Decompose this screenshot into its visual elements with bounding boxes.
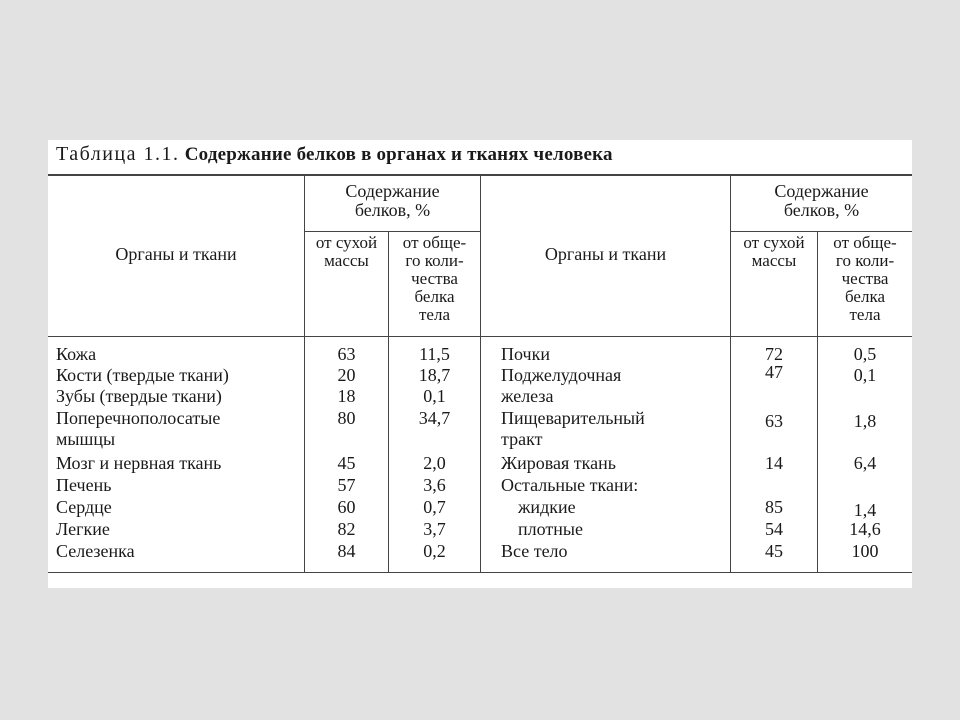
row-total: 1,8	[853, 411, 877, 431]
header-dry-mass-left	[305, 234, 388, 270]
row-dry: 82	[337, 519, 356, 539]
header-total-line1: от обще-	[402, 233, 467, 252]
row-dry: 72	[765, 344, 783, 364]
row-name: Кости (твердые ткани)	[56, 365, 229, 385]
row-name: Селезенка	[56, 541, 135, 561]
header-dry-mass-right	[731, 234, 817, 270]
row-total: 3,6	[423, 475, 446, 495]
table-title: Содержание белков в органах и тканях человека	[184, 144, 613, 165]
header-total-line3: чества	[841, 269, 889, 288]
row-dry: 45	[765, 541, 783, 561]
document-page	[48, 140, 912, 588]
row-name: Остальные ткани:	[501, 475, 639, 495]
row-total: 6,4	[853, 453, 877, 473]
row-name: Легкие	[56, 519, 110, 539]
row-total: 14,6	[849, 519, 881, 539]
header-protein-line2: белков, %	[783, 200, 860, 220]
header-dry-line1: от сухой	[315, 233, 378, 252]
row-total: 0,1	[423, 386, 446, 406]
header-protein-line1: Содержание	[345, 181, 440, 201]
row-name-indented: жидкие	[518, 497, 576, 517]
row-total: 1,4	[853, 500, 877, 520]
row-name: Печень	[56, 475, 112, 495]
row-name: Сердце	[56, 497, 112, 517]
row-dry: 14	[765, 453, 783, 473]
header-dry-line1: от сухой	[743, 233, 805, 252]
rule-subheader-left	[305, 231, 480, 232]
row-total: 2,0	[423, 453, 446, 473]
row-total: 34,7	[418, 408, 451, 428]
row-total: 3,7	[423, 519, 446, 539]
header-total-line5: тела	[418, 305, 450, 324]
rule-v3	[480, 175, 481, 572]
row-name: Почки	[501, 344, 550, 364]
header-organs-left: Органы и ткани	[115, 244, 237, 264]
header-total-line2: го коли-	[405, 251, 464, 270]
row-name: Поперечнополосатые	[56, 408, 221, 428]
row-total: 0,2	[423, 541, 446, 561]
row-dry: 63	[765, 411, 783, 431]
header-protein-content-left	[305, 182, 480, 220]
row-name: Мозг и нервная ткань	[56, 453, 222, 473]
header-total-line1: от обще-	[833, 233, 897, 252]
row-dry: 85	[765, 497, 783, 517]
row-dry: 45	[337, 453, 356, 473]
header-total-line4: белка	[414, 287, 455, 306]
row-name: Жировая ткань	[501, 453, 616, 473]
header-total-left	[389, 234, 480, 324]
row-dry: 20	[337, 365, 356, 385]
row-name-cont: тракт	[501, 429, 543, 449]
header-total-line2: го коли-	[835, 251, 895, 270]
row-dry: 80	[337, 408, 356, 428]
row-dry: 84	[337, 541, 356, 561]
row-total: 0,1	[853, 365, 877, 385]
header-protein-line2: белков, %	[354, 200, 431, 220]
row-total: 100	[851, 541, 879, 561]
rule-bottom	[48, 572, 912, 573]
table-caption	[56, 143, 613, 166]
header-dry-line2: массы	[324, 251, 369, 270]
header-total-line5: тела	[849, 305, 881, 324]
row-dry: 63	[337, 344, 356, 364]
header-organs-right: Органы и ткани	[544, 244, 667, 264]
row-name-cont: мышцы	[56, 429, 116, 449]
header-total-right	[818, 234, 912, 324]
row-total: 0,5	[853, 344, 877, 364]
row-dry: 54	[765, 519, 783, 539]
header-protein-content-right	[731, 182, 912, 220]
row-dry: 47	[765, 362, 783, 382]
row-dry: 57	[337, 475, 356, 495]
row-dry: 60	[337, 497, 356, 517]
rule-subheader-right	[731, 231, 912, 232]
row-total: 18,7	[418, 365, 451, 385]
row-name: Поджелудочная	[501, 365, 622, 385]
row-name: Кожа	[56, 344, 97, 364]
row-name: Зубы (твердые ткани)	[56, 386, 222, 406]
header-protein-line1: Содержание	[774, 181, 869, 201]
row-name-indented: плотные	[518, 519, 583, 539]
row-name: Пищеварительный	[501, 408, 645, 428]
row-total: 11,5	[419, 344, 450, 364]
table-number: Таблица 1.1.	[56, 143, 180, 165]
row-total: 0,7	[423, 497, 446, 517]
header-dry-line2: массы	[751, 251, 797, 270]
row-name-cont: железа	[501, 386, 554, 406]
row-name: Все тело	[501, 541, 568, 561]
header-total-line4: белка	[844, 287, 885, 306]
row-dry: 18	[337, 386, 356, 406]
header-total-line3: чества	[411, 269, 458, 288]
